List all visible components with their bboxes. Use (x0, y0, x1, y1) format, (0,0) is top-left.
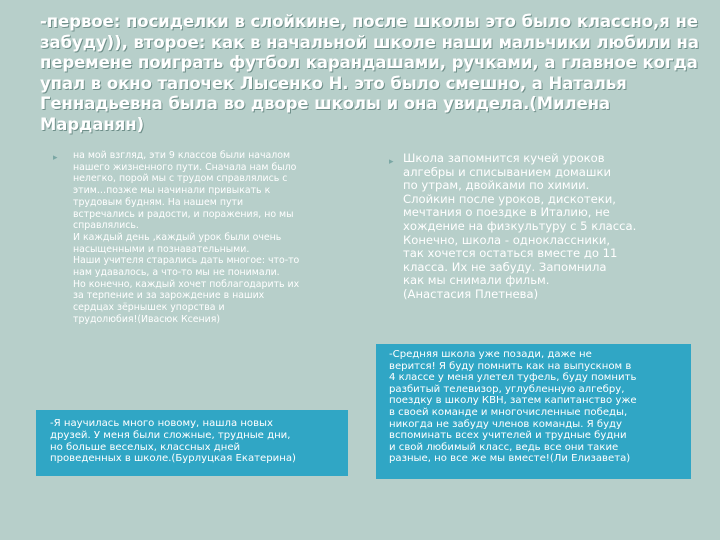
bullet-icon: ▸ (389, 157, 394, 167)
right-column-text: Школа запомнится кучей уроков алгебры и списыванием домашки по утрам, двойками по химии. Слойкин после уроков, дискотеки, мечтания о поездке в Италию, не хождение на физкультуру с 5 класса. Конечно, школа - одноклассники, так хочется остаться вместе до 11 класса. Их не забуду. Запомнила как мы снимали фильм. (Анастасия Плетнева) (403, 151, 637, 301)
slide-title: -первое: посиделки в слойкине, после школы это было классно,я не забуду)), второе: как в начальной школе наши мальчики любили на перемене поиграть футбол карандашами, ручками, а главное когда упал в окно тапочек Лысенко Н. это было смешно, а Наталья Геннадьевна была во дворе школы и она увидела.(Милена Марданян) (40, 12, 699, 134)
left-quote-box: -Я научилась много новому, нашла новых друзей. У меня были сложные, трудные дни, но больше веселых, классных дней проведенных в школе.(Бурлуцкая Екатерина) (36, 410, 348, 476)
left-column-text: на мой взгляд, эти 9 классов были началом нашего жизненного пути. Сначала нам было нелегко, порой мы с трудом справлялись с этим…позже мы начинали привыкать к трудовым будням. На нашем пути встречались и радости, и поражения, но мы справлялись. И каждый день ,каждый урок были очень насыщенными и познавательными. Наши учителя старались дать многое: что-то нам удавалось, а что-то мы не понимали. Но конечно, каждый хочет поблагодарить их за терпение и за зарождение в наших сердцах зёрнышек упорства и трудолюбия!(Ивасюк Ксения) (73, 150, 300, 325)
right-quote-box: -Средняя школа уже позади, даже не верится! Я буду помнить как на выпускном в 4 классе у меня улетел туфель, буду помнить разбитый телевизор, углубленную алгебру, поездку в школу КВН, затем капитанство уже в своей команде и многочисленные победы, никогда не забуду членов команды. Я буду вспоминать всех учителей и трудные будни и свой любимый класс, ведь все они такие разные, но все же мы вместе!(Ли Елизавета) (376, 344, 691, 479)
bullet-icon: ▸ (53, 153, 58, 163)
